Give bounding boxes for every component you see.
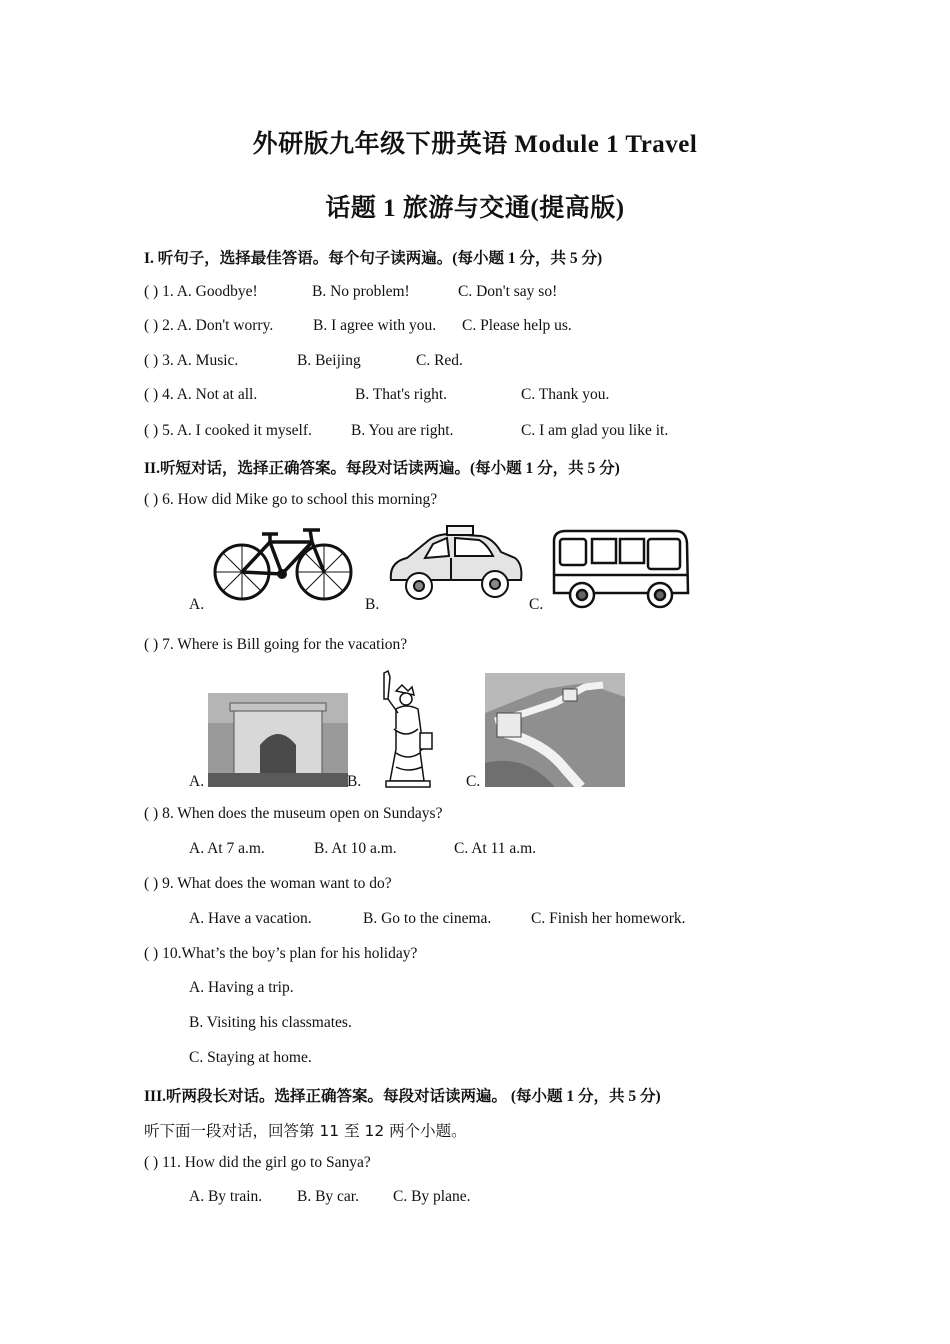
question-8-option-a: A. At 7 a.m.	[189, 840, 265, 857]
question-9-option-b: B. Go to the cinema.	[363, 910, 492, 927]
question-3-option-b: B. Beijing	[297, 352, 361, 369]
question-2: ( ) 2. A. Don't worry.	[144, 317, 274, 334]
question-5-option-b: B. You are right.	[351, 422, 454, 439]
question-11-option-a: A. By train.	[189, 1188, 263, 1205]
arc-de-triomphe-icon	[208, 693, 348, 787]
bus-icon	[550, 527, 690, 611]
question-5: ( ) 5. A. I cooked it myself.	[144, 422, 312, 439]
question-11-option-c: C. By plane.	[393, 1188, 471, 1205]
question-1-option-c: C. Don't say so!	[458, 283, 558, 300]
question-10-option-a: A. Having a trip.	[189, 979, 294, 996]
question-10: ( ) 10.What’s the boy’s plan for his holiday?	[144, 945, 418, 962]
question-9-option-a: A. Have a vacation.	[189, 910, 312, 927]
question-9-option-c: C. Finish her homework.	[531, 910, 686, 927]
question-1-option-b: B. No problem!	[312, 283, 410, 300]
question-11: ( ) 11. How did the girl go to Sanya?	[144, 1154, 371, 1171]
question-4-option-b: B. That's right.	[355, 386, 448, 403]
question-8-option-b: B. At 10 a.m.	[314, 840, 397, 857]
question-6-option-b: B.	[365, 596, 380, 613]
question-6-option-c: C.	[529, 596, 544, 613]
question-6-option-a: A.	[189, 596, 205, 613]
page-title: 外研版九年级下册英语 Module 1 Travel	[252, 131, 698, 158]
question-11-option-b: B. By car.	[297, 1188, 359, 1205]
question-2-option-b: B. I agree with you.	[313, 317, 437, 334]
question-4-option-c: C. Thank you.	[521, 386, 610, 403]
page-subtitle: 话题 1 旅游与交通(提高版)	[325, 195, 625, 222]
question-9: ( ) 9. What does the woman want to do?	[144, 875, 392, 892]
taxi-car-icon	[385, 522, 525, 608]
question-8: ( ) 8. When does the museum open on Sundays?	[144, 805, 443, 822]
question-5-option-c: C. I am glad you like it.	[521, 422, 669, 439]
question-7-option-c: C.	[466, 773, 481, 790]
statue-of-liberty-icon	[378, 669, 442, 789]
section-3-intro: 听下面一段对话，回答第 11 至 12 两个小题。	[144, 1122, 467, 1140]
question-4: ( ) 4. A. Not at all.	[144, 386, 258, 403]
question-10-option-b: B. Visiting his classmates.	[189, 1014, 352, 1031]
question-3: ( ) 3. A. Music.	[144, 352, 239, 369]
bicycle-icon	[210, 522, 356, 602]
question-7: ( ) 7. Where is Bill going for the vacation?	[144, 636, 408, 653]
question-2-option-c: C. Please help us.	[462, 317, 572, 334]
question-3-option-c: C. Red.	[416, 352, 463, 369]
section-3-heading: III.听两段长对话。选择正确答案。每段对话读两遍。 (每小题 1 分，共 5 分)	[144, 1088, 661, 1105]
question-6: ( ) 6. How did Mike go to school this morning?	[144, 491, 438, 508]
question-8-option-c: C. At 11 a.m.	[454, 840, 537, 857]
question-7-option-a: A.	[189, 773, 205, 790]
section-2-heading: II.听短对话，选择正确答案。每段对话读两遍。(每小题 1 分，共 5 分)	[144, 460, 620, 477]
question-1: ( ) 1. A. Goodbye!	[144, 283, 258, 300]
question-7-option-b: B.	[347, 773, 362, 790]
question-10-option-c: C. Staying at home.	[189, 1049, 312, 1066]
section-1-heading: I. 听句子，选择最佳答语。每个句子读两遍。(每小题 1 分，共 5 分)	[144, 250, 603, 267]
great-wall-icon	[485, 673, 625, 787]
